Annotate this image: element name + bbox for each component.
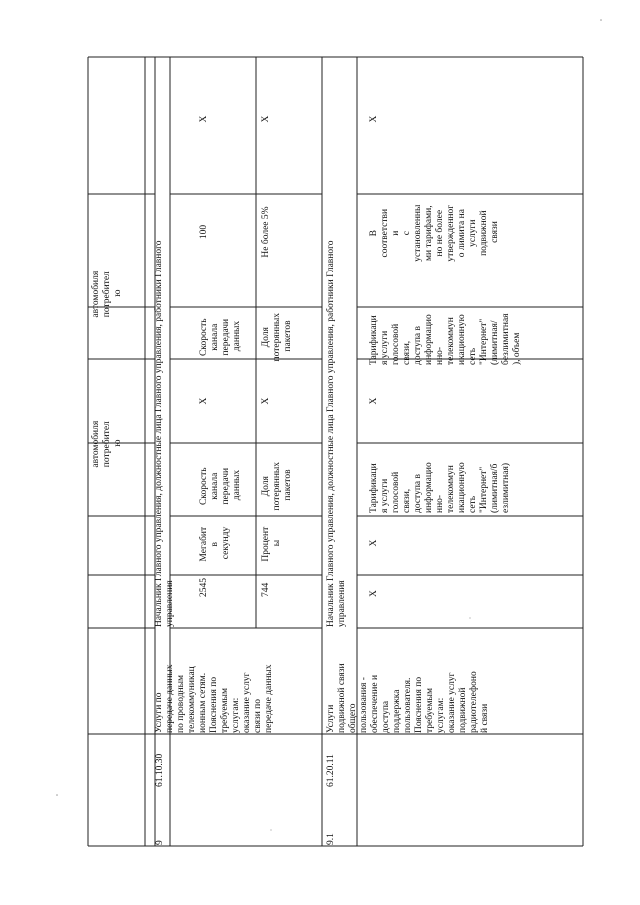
row9-name: Услуги по передаче данных по проводным телекоммуникац ионным сетям. Пояснения по требуемым услугам: оказание услуг связи по передаче данных	[154, 664, 274, 733]
row9-x-a1: X	[199, 397, 209, 405]
row9-num: 9	[155, 840, 165, 845]
row9-code: 61.10.30	[155, 753, 165, 787]
row91-x-b: X	[369, 115, 379, 123]
row91-x-okei: X	[369, 590, 379, 597]
row9-char-2b: Доля потерянных пакетов	[261, 312, 293, 362]
row91-val: В соответстви и с установленны ми тарифами, но не более утвержденног о лимита на услуги подвижной связи	[369, 204, 500, 262]
row91-char: Тарификаци я услуги голосовой связи, доступа в информацио нно- телекоммун икационную сеть "Интернет" (лимитная/б езлимитная)	[369, 462, 511, 513]
row91-x-unit: X	[369, 539, 379, 547]
row91-num: 9.1	[326, 833, 336, 845]
row9-val-2: Не более 5%	[261, 206, 271, 258]
row91-char-b: Тарификаци я услуги голосовой связи, доступа в информацио нно- телекоммун икационную сеть "Интернет" (лимитная/ безлимитная ), объем	[369, 313, 522, 365]
row9-val-1: 100	[199, 224, 209, 240]
header-col-a: автомобиля потребител ю	[91, 420, 123, 468]
row9-char-2: Доля потерянных пакетов	[261, 461, 293, 511]
row9-okei-2: 744	[261, 582, 271, 597]
row91-code: 61.20.11	[326, 754, 336, 787]
row9-x-b1: X	[199, 115, 209, 123]
row9-okei-1: 2545	[199, 578, 209, 597]
row91-name: Услуги подвижной связи общего пользования - обеспечение и доступа поддержка пользователя. Пояснения по требуемым услугам: оказание услуг подвижной радиотелефоно й связи	[326, 663, 490, 733]
row91-x-a: X	[369, 397, 379, 405]
row9-unit-2: Процент ы	[261, 526, 282, 562]
row9-char-1: Скорость канала передачи данных	[199, 467, 242, 506]
row91-merged: Начальник Главного управления, должностные лица Главного управления, работники Главного управления	[326, 240, 347, 627]
row9-char-1b: Скорость канала передачи данных	[199, 318, 242, 357]
row9-x-a2: X	[261, 397, 271, 405]
row9-merged: Начальник Главного управления, должностные лица Главного управления, работники Главного управления	[154, 240, 175, 627]
row9-unit-1: Мегабит в секунду	[199, 526, 231, 562]
row9-x-b2: X	[261, 115, 271, 123]
header-col-b: автомобиля потребител ю	[91, 270, 123, 318]
